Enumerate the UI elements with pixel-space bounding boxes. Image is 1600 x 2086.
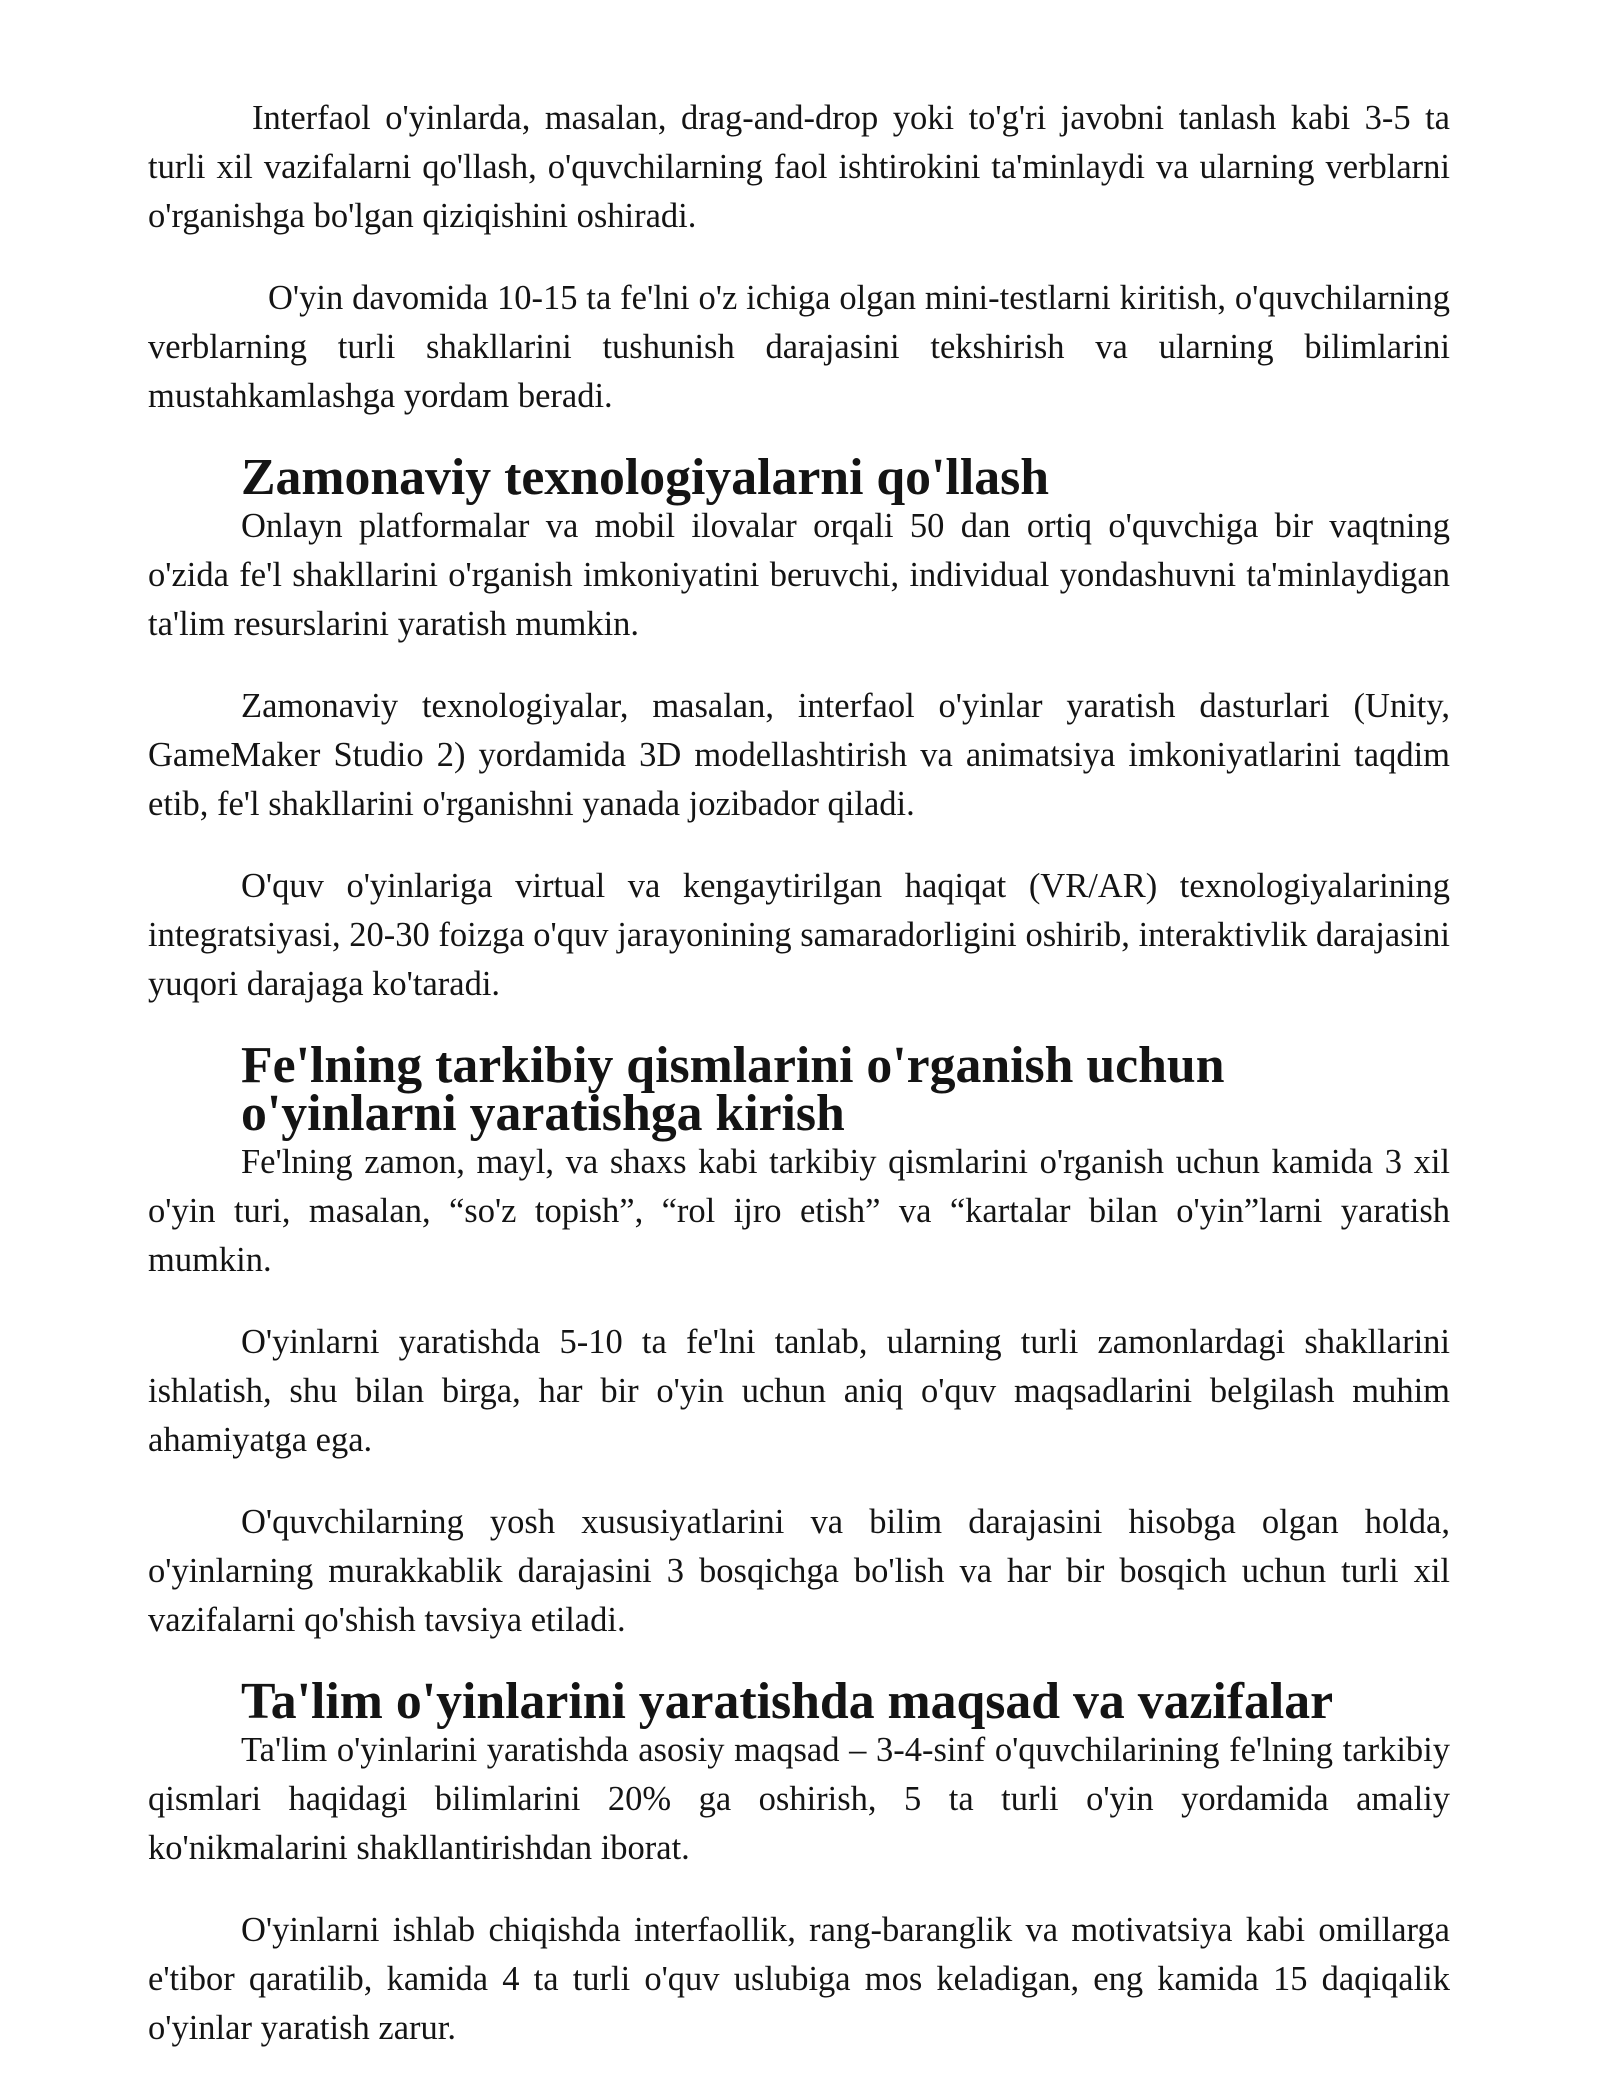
paragraph: Onlayn platformalar va mobil ilovalar orqali 50 dan ortiq o'quvchiga bir vaqtning o'zida fe'l shakllarini o'rganish imkoniyatini beruvchi, individual yondashuvni ta'minlaydigan ta'lim resurslarini yaratish mumkin. bbox=[148, 507, 1450, 643]
paragraph: O'yinlarni yaratishda 5-10 ta fe'lni tanlab, ularning turli zamonlardagi shakllarini ishlatish, shu bilan birga, har bir o'yin uchun aniq o'quv maqsadlarini belgilash muhim ahamiyatga ega. bbox=[148, 1323, 1450, 1459]
section-heading: Fe'lning tarkibiy qismlarini o'rganish uchun o'yinlarni yaratishga kirish bbox=[241, 1037, 1225, 1142]
paragraph: O'quv o'yinlariga virtual va kengaytirilgan haqiqat (VR/AR) texnologiyalarining integratsiyasi, 20-30 foizga o'quv jarayonining samaradorligini oshirib, interaktivlik darajasini yuqori darajaga ko'taradi. bbox=[148, 867, 1450, 1003]
paragraph: O'yin davomida 10-15 ta fe'lni o'z ichiga olgan mini-testlarni kiritish, o'quvchilarning verblarning turli shakllarini tushunish darajasini tekshirish va ularning bilimlarini mustahkamlashga yordam beradi. bbox=[148, 279, 1450, 415]
document-page bbox=[148, 94, 1450, 2086]
paragraph: O'quvchilarning yosh xususiyatlarini va bilim darajasini hisobga olgan holda, o'yinlarning murakkablik darajasini 3 bosqichga bo'lish va har bir bosqich uchun turli xil vazifalarni qo'shish tavsiya etiladi. bbox=[148, 1503, 1450, 1639]
section-heading: Zamonaviy texnologiyalarni qo'llash bbox=[241, 449, 1049, 506]
paragraph: Ta'lim o'yinlarini yaratishda asosiy maqsad – 3-4-sinf o'quvchilarining fe'lning tarkibiy qismlari haqidagi bilimlarini 20% ga oshirish, 5 ta turli o'yin yordamida amaliy ko'nikmalarini shakllantirishdan iborat. bbox=[148, 1731, 1450, 1867]
section-verb-components-games bbox=[148, 1037, 1450, 1285]
section-goals-and-tasks bbox=[148, 1673, 1450, 1873]
paragraph: Fe'lning zamon, mayl, va shaxs kabi tarkibiy qismlarini o'rganish uchun kamida 3 xil o'yin turi, masalan, “so'z topish”, “rol ijro etish” va “kartalar bilan o'yin”larni yaratish mumkin. bbox=[148, 1143, 1450, 1279]
paragraph: Zamonaviy texnologiyalar, masalan, interfaol o'yinlar yaratish dasturlari (Unity, GameMaker Studio 2) yordamida 3D modellashtirish va animatsiya imkoniyatlarini taqdim etib, fe'l shakllarini o'rganishni yanada jozibador qiladi. bbox=[148, 687, 1450, 823]
paragraph: Interfaol o'yinlarda, masalan, drag-and-drop yoki to'g'ri javobni tanlash kabi 3-5 ta turli xil vazifalarni qo'llash, o'quvchilarning faol ishtirokini ta'minlaydi va ularning verblarni o'rganishga bo'lgan qiziqishini oshiradi. bbox=[148, 99, 1450, 235]
paragraph: O'yinlarni ishlab chiqishda interfaollik, rang-baranglik va motivatsiya kabi omillarga e'tibor qaratilib, kamida 4 ta turli o'quv uslubiga mos keladigan, eng kamida 15 daqiqalik o'yinlar yaratish zarur. bbox=[148, 1911, 1450, 2047]
section-modern-technologies bbox=[148, 449, 1450, 649]
section-heading: Ta'lim o'yinlarini yaratishda maqsad va vazifalar bbox=[241, 1673, 1334, 1730]
